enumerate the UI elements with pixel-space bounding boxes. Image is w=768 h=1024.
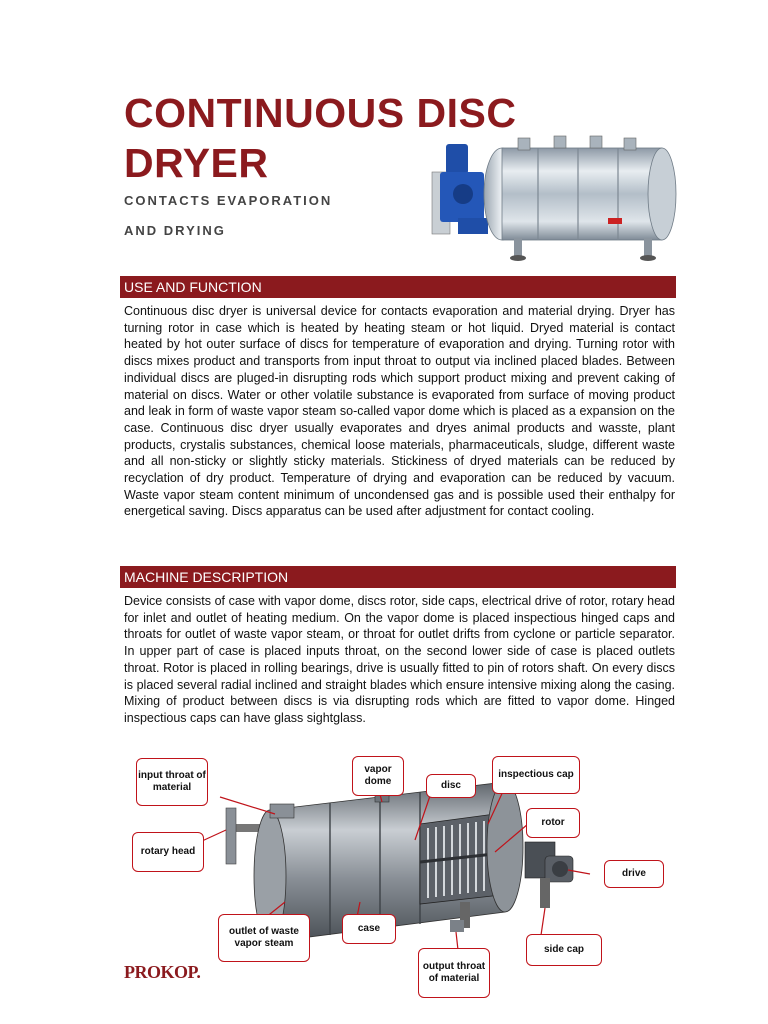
callout-output-throat: output throat of material xyxy=(418,948,490,998)
callout-case: case xyxy=(342,914,396,944)
section-heading-use-and-function: USE AND FUNCTION xyxy=(120,276,676,298)
callout-side-cap: side cap xyxy=(526,934,602,966)
callout-outlet-waste-vapor: outlet of waste vapor steam xyxy=(218,914,310,962)
section-heading-machine-description: MACHINE DESCRIPTION xyxy=(120,566,676,588)
callout-rotary-head: rotary head xyxy=(132,832,204,872)
callout-disc: disc xyxy=(426,774,476,798)
title-line-1: CONTINUOUS DISC xyxy=(124,90,517,136)
dryer-product-photo xyxy=(418,132,680,266)
machine-description-text: Device consists of case with vapor dome, discs rotor, side caps, electrical drive of rotor, rotary head for inlet and outlet of heating medium. On the vapor dome is placed inspectious hinged caps and throats for outlet of waste vapor steam, or throat for outlet drifts from cyclone or particle separator. In upper part of case is placed inputs throat, on the second lower side of case is placed outlets throat. Rotor is placed in rolling bearings, drive is usually fitted to pin of rotors shaft. On every discs is placed several radial inclined and straight blades which ensure intensive mixing along the casing. Mixing of product between discs is via disrupting rods which are fitted to vapor dome. Hinged inspectious caps can have glass sightglass. xyxy=(124,594,675,725)
page-subtitle xyxy=(124,186,332,246)
title-line-2: DRYER xyxy=(124,140,269,186)
callout-rotor: rotor xyxy=(526,808,580,838)
callout-inspectious-cap: inspectious cap xyxy=(492,756,580,794)
callout-vapor-dome: vapor dome xyxy=(352,756,404,796)
subtitle-line-1: CONTACTS EVAPORATION xyxy=(124,193,333,208)
callout-input-throat: input throat of material xyxy=(136,758,208,806)
prokop-logo: PROKOP. xyxy=(124,962,201,982)
subtitle-line-2: AND DRYING xyxy=(124,223,226,238)
callout-drive: drive xyxy=(604,860,664,888)
use-and-function-text: Continuous disc dryer is universal device for contacts evaporation and material drying. Dryer has turning rotor in case which is heated by heating steam or hot liquid. Dryed material is contact heated by hot outer surface of discs for temperature of evaporation and drying. Turning rotor with discs mixes product and transports from input throat to output via inclined placed blades. Between individual discs are pluged-in disrupting rods which support product mixing and prevent caking of material on discs. Water or other volatile substance is evaporated from surface of moving product and leak in form of waste vapor steam so-called vapor dome which is placed as a expansion on the case. Continuous disc dryer usually evaporates and dryes animal products and wasste, plant products, crystalis substances, chemical loose materials, pharmaceuticals, sludge, different waste and all non-sticky or slightly sticky materials. Stickiness of dryed materials can be reduced by recyclation of dry product. Temperature of drying and evaporation can be reduced by vacuum. Waste vapor steam content minimum of uncondensed gas and is possible used their enthalpy for energetical saving. Discs apparatus can be used after adjustment for contact cooling. xyxy=(124,304,675,519)
dryer-cutaway-diagram xyxy=(120,752,680,1002)
